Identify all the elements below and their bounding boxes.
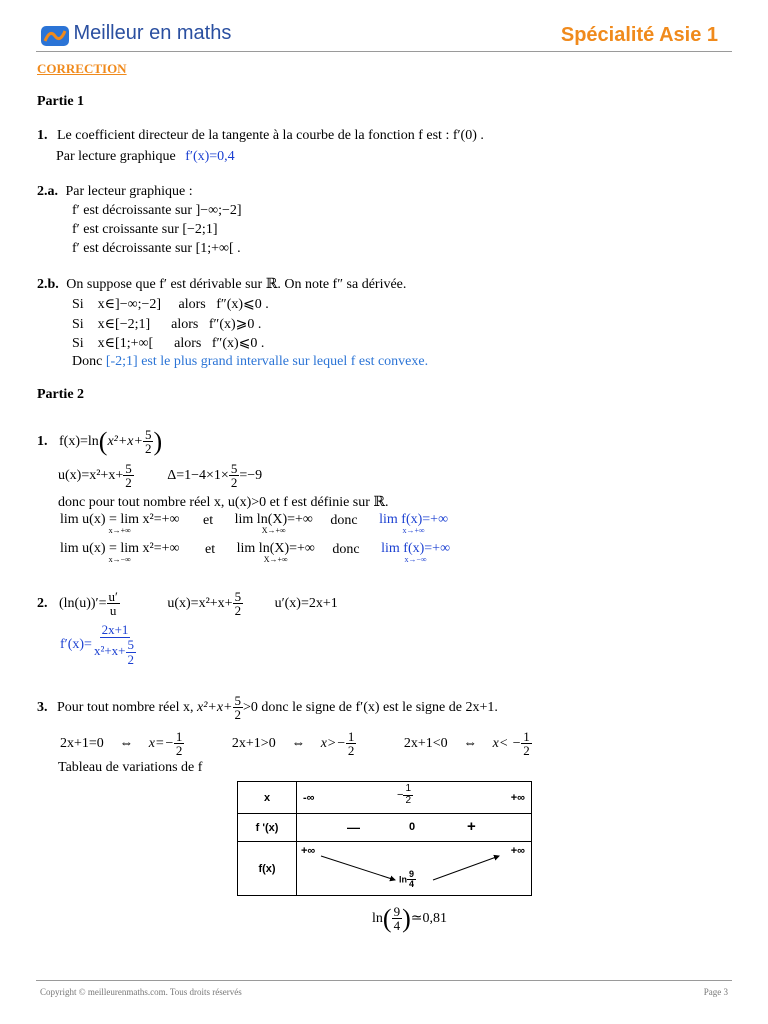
fraction: $\frac{1}{2}$: [175, 728, 183, 759]
formula: x²+x+: [196, 700, 233, 715]
p1-conclusion: [72, 354, 428, 370]
row-x-label: x: [238, 782, 297, 814]
formula: lim ln(X)=+∞: [234, 512, 313, 527]
p2-q3: [37, 690, 498, 726]
p1-q2b: [37, 276, 406, 293]
answer: lim f(x)=+∞: [381, 541, 451, 556]
row-fprime-label: f '(x): [238, 814, 297, 842]
donc-label: donc: [332, 542, 360, 557]
p2-q1-text: donc pour tout nombre réel x, u(x)>0 et f est définie sur ℝ.: [58, 495, 389, 510]
minus-inf: -∞: [303, 792, 315, 804]
formula: lim u(x) = lim x²=+∞: [60, 541, 180, 556]
footer-divider: [36, 980, 732, 981]
f-left: +∞: [301, 845, 316, 857]
q-text: Par lecteur graphique :: [65, 184, 193, 199]
row-f-values: [297, 842, 532, 896]
fraction: $\frac{5}{2}$: [234, 588, 242, 619]
formula: Δ=1−4×1×: [167, 468, 229, 483]
fraction: $\frac{u'}{u}$: [108, 588, 118, 619]
q-number: 2.: [37, 596, 48, 611]
approx-result: [372, 900, 447, 938]
partie2-title: Partie 2: [37, 387, 85, 402]
sign-minus: —: [347, 820, 360, 835]
q-text: On suppose que f′ est dérivable sur ℝ. On note f″ sa dérivée.: [66, 277, 407, 292]
fraction: 2x+1 x²+x+ $\frac{5}{2}$: [93, 622, 135, 667]
q-number: 3.: [37, 700, 48, 715]
p1-q1-line2: [56, 149, 235, 165]
list-item: Si x∈[−2;1] alors f″(x)⩾0 .: [72, 317, 262, 332]
answer: [-2;1] est le plus grand intervalle sur lequel f est convexe.: [105, 354, 429, 369]
plus-inf: +∞: [510, 792, 525, 804]
formula: u(x)=x²+x+: [167, 596, 233, 611]
equiv: ⇔: [291, 736, 306, 751]
equiv: ⇔: [119, 736, 134, 751]
q-text: >0 donc le signe de f′(x) est le signe de 2x+1.: [243, 700, 498, 715]
p2-q2: [37, 586, 338, 622]
formula: x< −: [492, 736, 522, 751]
et-label: et: [203, 513, 214, 528]
fraction: $\frac{5}{2}$: [230, 460, 238, 491]
formula: f′(x)=: [60, 637, 92, 652]
fraction: $\frac{5}{2}$: [125, 460, 132, 491]
lim-sub: X→+∞: [263, 555, 288, 564]
logo-icon: [40, 25, 70, 47]
q-text: Par lecture graphique: [56, 149, 176, 164]
fraction: $\frac{1}{2}$: [347, 728, 355, 759]
lim-sub: x→−∞: [108, 555, 131, 564]
donc-label: Donc: [72, 354, 103, 369]
answer: lim f(x)=+∞: [379, 512, 449, 527]
row-f-label: f(x): [238, 842, 297, 896]
p2-q2-fprime: [60, 620, 138, 670]
formula: ≃0,81: [410, 911, 447, 926]
answer: f′(x)=0,4: [185, 149, 235, 164]
tableau-label: Tableau de variations de f: [58, 760, 203, 775]
formula: lim ln(X)=+∞: [236, 541, 315, 556]
formula: (ln(u))′=: [59, 596, 107, 611]
formula: lim u(x) = lim x²=+∞: [60, 512, 180, 527]
fraction: $\frac{1}{2}$: [523, 728, 530, 759]
lim-sub: x→+∞: [108, 526, 131, 535]
variation-arrows: [297, 842, 531, 896]
q-number: 1.: [37, 434, 48, 449]
formula: =−9: [239, 468, 263, 483]
partie1-title: Partie 1: [37, 94, 85, 109]
sign-plus: +: [467, 818, 476, 835]
q-number: 1.: [37, 128, 48, 143]
formula: x=−: [148, 736, 174, 751]
f-min: ln $\frac{9}{4}$: [399, 869, 415, 890]
donc-label: donc: [330, 513, 358, 528]
lim-sub: X→+∞: [261, 526, 286, 535]
paren: (: [382, 903, 392, 933]
logo: [40, 22, 231, 47]
paren: (: [98, 426, 108, 456]
formula: 2x+1>0: [231, 736, 276, 751]
formula: 2x+1<0: [403, 736, 448, 751]
formula: u(x)=x²+x+: [58, 468, 124, 483]
fraction: $\frac{5}{2}$: [144, 426, 152, 457]
list-item: Si x∈[1;+∞[ alors f″(x)⩽0 .: [72, 336, 265, 351]
q-number: 2.a.: [37, 184, 58, 199]
logo-text: Meilleur en maths: [73, 22, 232, 44]
p2-q3-eqs: [60, 726, 532, 762]
q-text: Le coefficient directeur de la tangente à la courbe de la fonction f est : f′(0) .: [57, 128, 484, 143]
q-number: 2.b.: [37, 277, 59, 292]
formula: ln: [372, 911, 383, 926]
copyright: Copyright © meilleurenmaths.com. Tous droits réservés: [40, 987, 242, 997]
list-item: f′ est décroissante sur [1;+∞[ .: [72, 241, 241, 256]
lim-row: [60, 513, 448, 535]
row-fprime-values: [297, 814, 532, 842]
formula: f(x)=ln: [59, 434, 99, 449]
equiv: ⇔: [463, 736, 478, 751]
zero: 0: [409, 821, 416, 833]
formula: x>−: [320, 736, 346, 751]
formula: 2x+1=0: [60, 736, 104, 751]
variation-table: [237, 781, 532, 896]
header-divider: [36, 51, 732, 52]
p1-q1: [37, 128, 484, 144]
paren: ): [402, 903, 411, 933]
f-right: +∞: [510, 845, 525, 857]
formula: u′(x)=2x+1: [274, 596, 338, 611]
list-item: f′ est croissante sur [−2;1]: [72, 222, 218, 237]
correction-label: CORRECTION: [37, 61, 127, 76]
lim-sub: x→+∞: [402, 526, 425, 535]
list-item: f′ est décroissante sur ]−∞;−2]: [72, 203, 242, 218]
minus-half: − $\frac{1}{2}$: [397, 783, 411, 806]
row-x-values: [297, 782, 532, 814]
page-title: Spécialité Asie 1: [560, 24, 718, 46]
p2-q1-u: [58, 458, 262, 494]
lim-sub: x→−∞: [404, 555, 427, 564]
fraction: $\frac{5}{2}$: [234, 692, 242, 723]
formula: x²+x+: [107, 434, 143, 449]
p1-q2a: [37, 184, 193, 200]
paren: ): [153, 426, 163, 456]
et-label: et: [205, 542, 216, 557]
lim-row: [60, 542, 450, 564]
page-number: Page 3: [703, 987, 728, 997]
q-text: Pour tout nombre réel x,: [57, 700, 194, 715]
increasing-arrow: [433, 856, 499, 880]
decreasing-arrow: [321, 856, 395, 880]
fraction: $\frac{9}{4}$: [393, 903, 401, 934]
list-item: Si x∈]−∞;−2] alors f″(x)⩽0 .: [72, 297, 269, 312]
